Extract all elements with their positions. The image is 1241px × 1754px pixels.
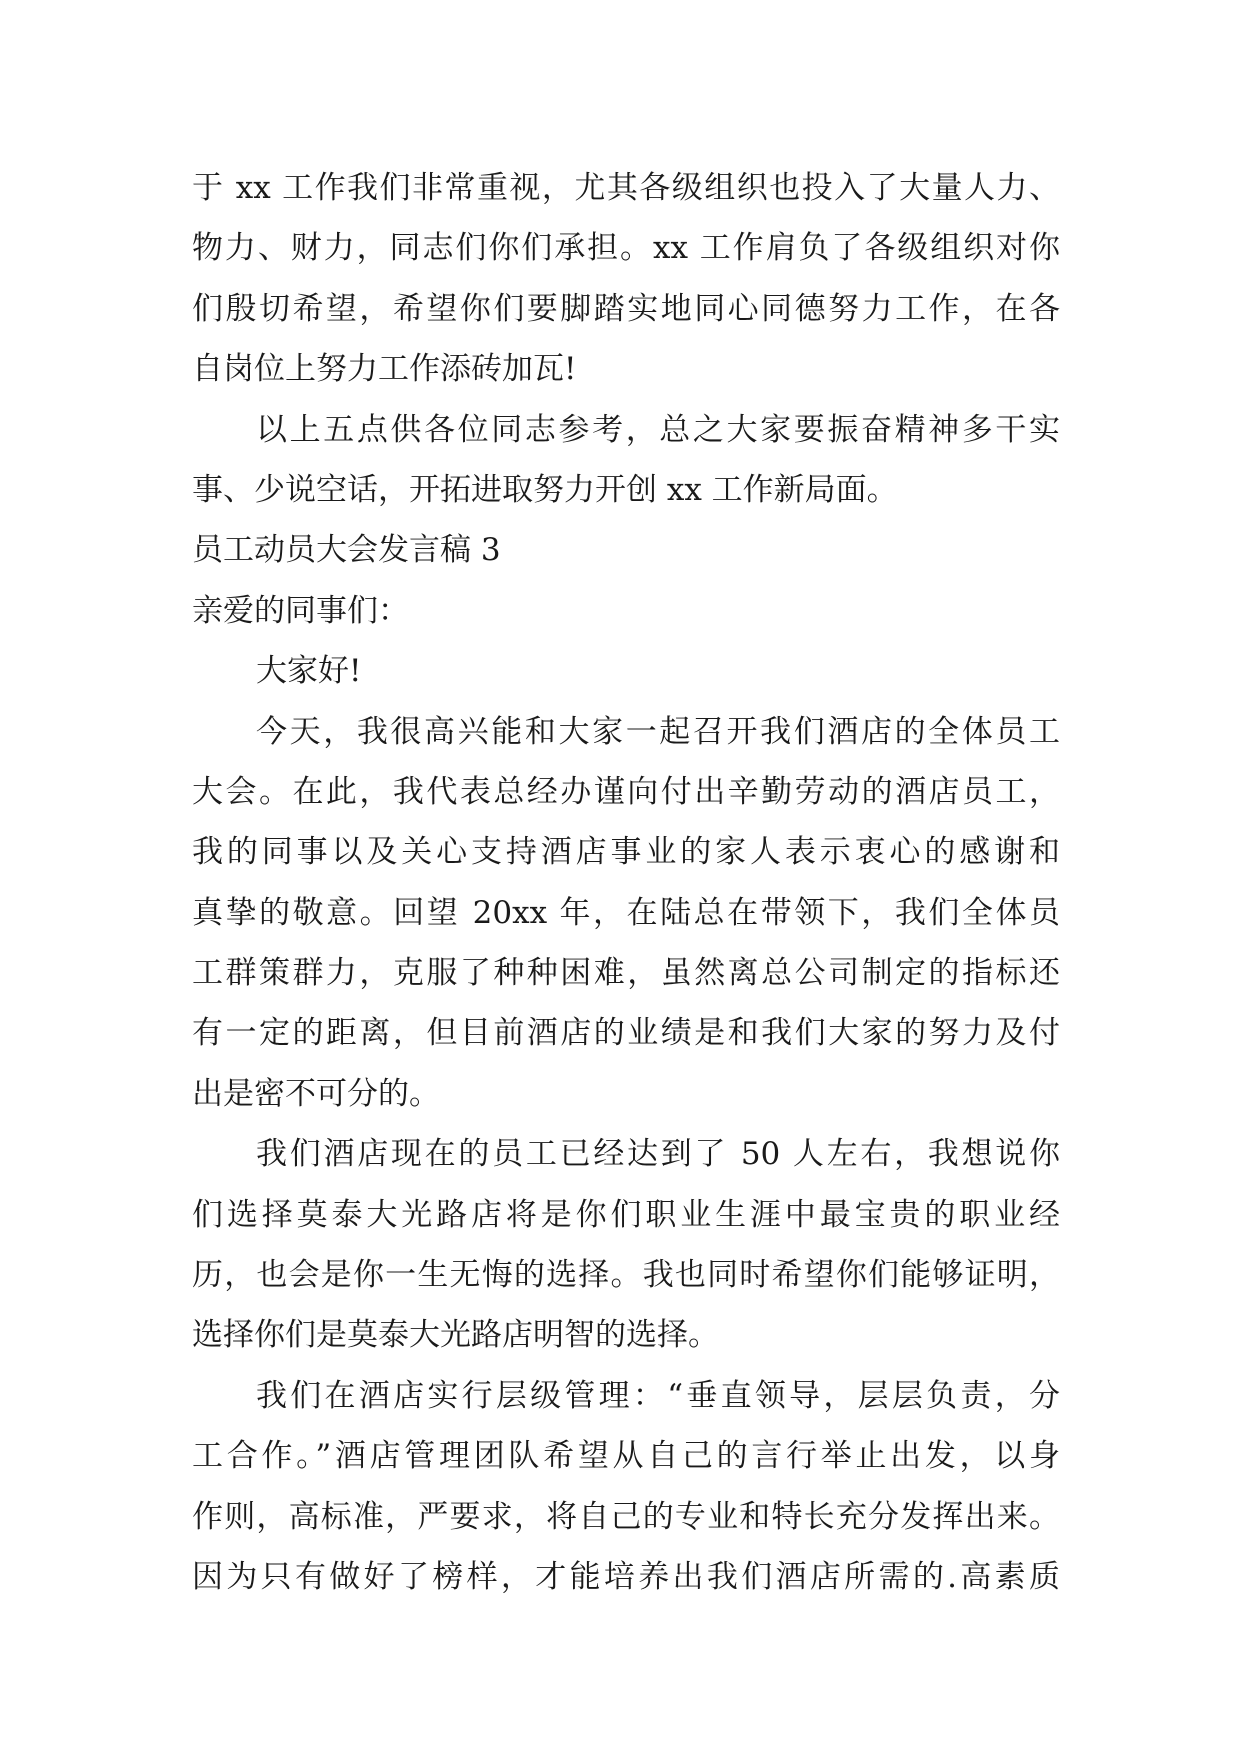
- text-line: 真挚的敬意。回望 20xx 年，在陆总在带领下，我们全体员: [192, 894, 1060, 931]
- text-line: 工群策群力，克服了种种困难，虽然离总公司制定的指标还: [192, 955, 1060, 992]
- text-line: 员工动员大会发言稿 3: [192, 532, 501, 569]
- text-line: 自岗位上努力工作添砖加瓦!: [192, 351, 577, 388]
- text-line: 我的同事以及关心支持酒店事业的家人表示衷心的感谢和: [192, 834, 1060, 871]
- text-line: 大家好!: [256, 653, 362, 690]
- text-line: 今天，我很高兴能和大家一起召开我们酒店的全体员工: [256, 713, 1060, 750]
- text-line: 工合作。”酒店管理团队希望从自己的言行举止出发，以身: [192, 1438, 1060, 1475]
- text-line: 于 xx 工作我们非常重视，尤其各级组织也投入了大量人力、: [192, 170, 1060, 206]
- text-line: 出是密不可分的。: [192, 1075, 440, 1112]
- text-line: 们殷切希望，希望你们要脚踏实地同心同德努力工作，在各: [192, 290, 1060, 327]
- document-body: [192, 158, 1060, 1607]
- text-line: 大会。在此，我代表总经办谨向付出辛勤劳动的酒店员工，: [192, 773, 1060, 810]
- text-line: 们选择莫泰大光路店将是你们职业生涯中最宝贵的职业经: [192, 1196, 1060, 1233]
- text-line: 选择你们是莫泰大光路店明智的选择。: [192, 1317, 719, 1354]
- text-line: 物力、财力，同志们你们承担。xx 工作肩负了各级组织对你: [192, 230, 1060, 267]
- text-line: 以上五点供各位同志参考，总之大家要振奋精神多干实: [256, 411, 1060, 448]
- text-line: 我们在酒店实行层级管理：“垂直领导，层层负责，分: [256, 1377, 1060, 1414]
- text-line: 因为只有做好了榜样，才能培养出我们酒店所需的.高素质: [192, 1558, 1060, 1595]
- text-line: 历，也会是你一生无悔的选择。我也同时希望你们能够证明，: [192, 1257, 1060, 1294]
- text-line: 作则，高标准，严要求，将自己的专业和特长充分发挥出来。: [192, 1498, 1060, 1535]
- text-line: 事、少说空话，开拓进取努力开创 xx 工作新局面。: [192, 471, 898, 508]
- text-line: 有一定的距离，但目前酒店的业绩是和我们大家的努力及付: [192, 1015, 1060, 1052]
- text-line: 我们酒店现在的员工已经达到了 50 人左右，我想说你: [256, 1136, 1060, 1173]
- text-line: 亲爱的同事们：: [192, 592, 409, 629]
